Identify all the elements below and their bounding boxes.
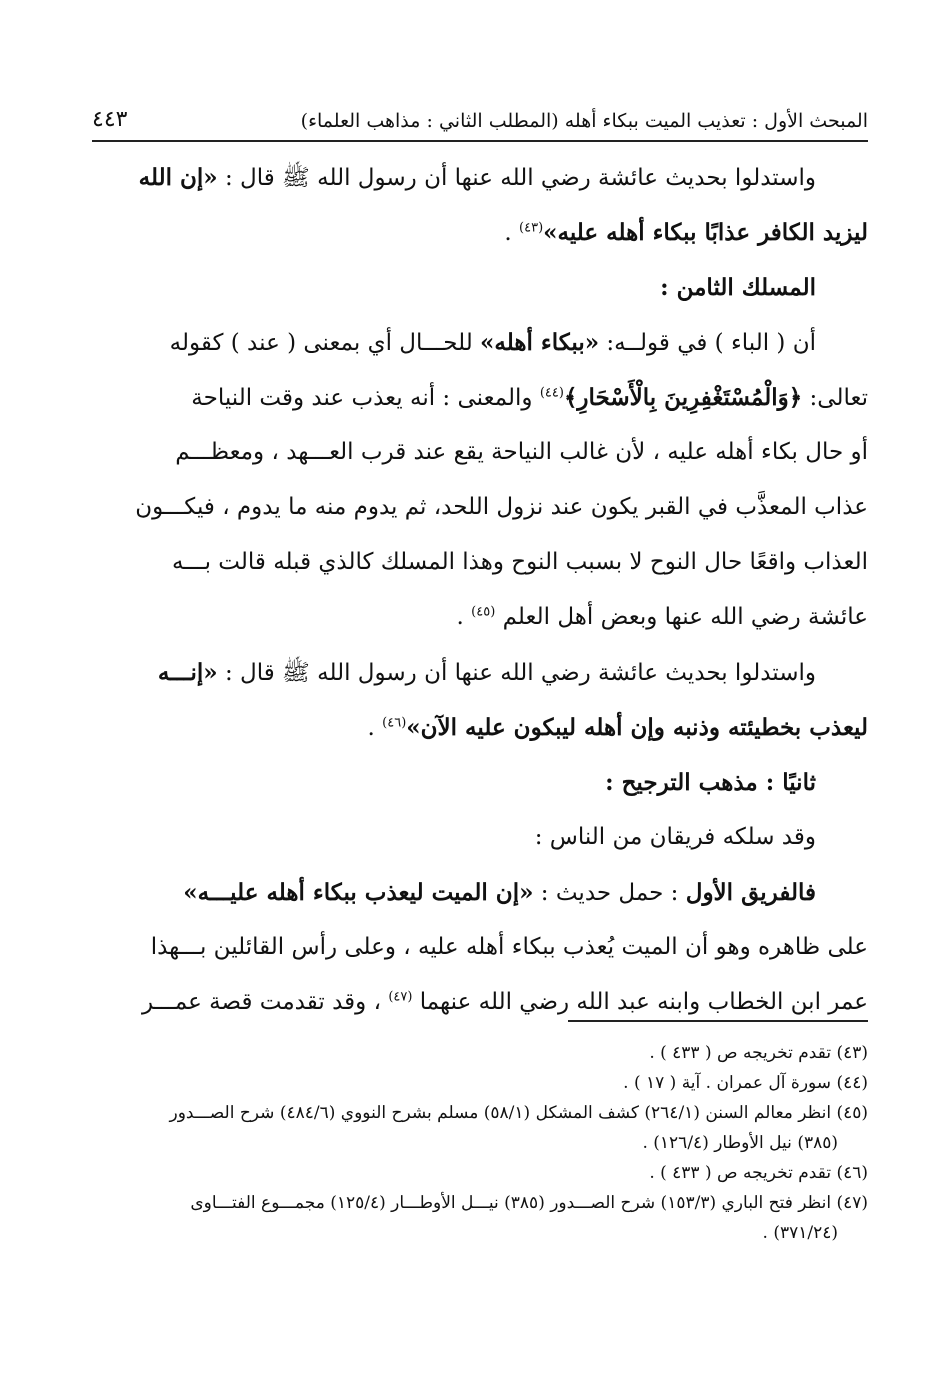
page-number: ٤٤٣ [92,107,128,132]
footnote-separator [568,1020,868,1022]
footnote-continuation: (٣٨٥) نيل الأوطار (١٢٦/٤) . [642,1133,838,1153]
footnote: (٤٦) تقدم تخريجه ص ( ٤٣٣ ) . [649,1163,868,1183]
page-header [92,96,868,142]
text-run: : حمل حديث : [533,880,686,906]
quran-verse: ﴿وَالْمُسْتَغْفِرِينَ بِالْأَسْحَارِ﴾ [563,384,803,411]
paragraph-line: أو حال بكاء أهله عليه ، لأن غالب النياحة يقع عند قرب العـــهد ، ومعظـــم [175,439,868,465]
text-run: تعالى: [802,385,868,411]
text-run: . [367,715,383,741]
paragraph-line: عذاب المعذَّب في القبر يكون عند نزول اللحد، ثم يدوم منه ما يدوم ، فيكـــون [135,494,868,520]
text-run: والمعنى : أنه يعذب عند وقت النياحة [191,385,540,411]
footnote: (٤٣) تقدم تخريجه ص ( ٤٣٣ ) . [649,1043,868,1063]
paragraph-line: العذاب واقعًا حال النوح لا بسبب النوح وهذا المسلك كالذي قبله قالت بـــه [172,549,868,575]
paragraph-line [92,590,868,645]
text-run: واستدلوا بحديث عائشة رضي الله عنها أن رسول الله ﷺ قال : [217,660,816,686]
section-heading: المسلك الثامن : [660,274,816,301]
footnote-ref: (٤٤) [539,385,564,401]
text-run: ، وقد تقدمت قصة عمـــر [141,989,389,1015]
paragraph-line: وقد سلكه فريقان من الناس : [534,824,816,850]
text-run: . [504,220,520,246]
paragraph-line: على ظاهره وهو أن الميت يُعذب ببكاء أهله عليه ، وعلى رأس القائلين بـــهذا [150,934,868,960]
footnote-ref: (٤٧) [388,989,413,1005]
paragraph-line [92,370,868,425]
section-heading: ثانيًا : مذهب الترجيح : [605,769,816,796]
hadith-quote: «إن الميت ليعذب ببكاء أهله عليـــه» [183,879,534,906]
footnote: (٤٤) سورة آل عمران . آية ( ١٧ ) . [623,1073,868,1093]
paragraph-line [92,205,868,260]
footnote: (٤٥) انظر معالم السنن (٢٦٤/١) كشف المشكل (٥٨/١) مسلم بشرح النووي (٤٨٤/٦) شرح الصـــدور [169,1103,868,1123]
footnote-ref: (٤٦) [382,715,407,731]
text-run: للحـــال أي بمعنى ( عند ) كقوله [169,330,481,356]
paragraph-line [92,700,868,755]
text-run: أن ( الباء ) في قولــه: [599,330,816,356]
hadith-quote: ليعذب بخطيئته وذنبه وإن أهله ليبكون عليه الآن» [406,714,868,741]
hadith-quote: «إنـــه [157,659,218,686]
footnotes [92,1038,868,1248]
hadith-quote: «إن الله [138,164,218,191]
running-title: المبحث الأول : تعذيب الميت ببكاء أهله (المطلب الثاني : مذاهب العلماء) [300,110,868,132]
quoted-phrase: «ببكاء أهله» [480,329,600,356]
paragraph-line [92,645,868,700]
paragraph-line [92,315,868,370]
main-text [92,150,868,1030]
text-run: واستدلوا بحديث عائشة رضي الله عنها أن رسول الله ﷺ قال : [217,165,816,191]
footnote-ref: (٤٥) [471,604,496,620]
term-bold: فالفريق الأول [685,879,816,906]
text-run: عائشة رضي الله عنها وبعض أهل العلم [495,604,868,630]
footnote-ref: (٤٣) [519,220,544,236]
footnote: (٤٧) انظر فتح الباري (١٥٣/٣) شرح الصـــدور (٣٨٥) نيـــل الأوطـــار (١٢٥/٤) مجمـــوع الفتـــاوى [190,1193,868,1213]
text-run: عمر ابن الخطاب وابنه عبد الله رضي الله عنهما [412,989,868,1015]
paragraph-line [92,865,868,920]
paragraph-line [92,150,868,205]
footnote-continuation: (٣٧١/٢٤) . [762,1223,838,1243]
text-run: . [456,604,472,630]
hadith-quote: ليزيد الكافر عذابًا ببكاء أهله عليه» [543,219,868,246]
